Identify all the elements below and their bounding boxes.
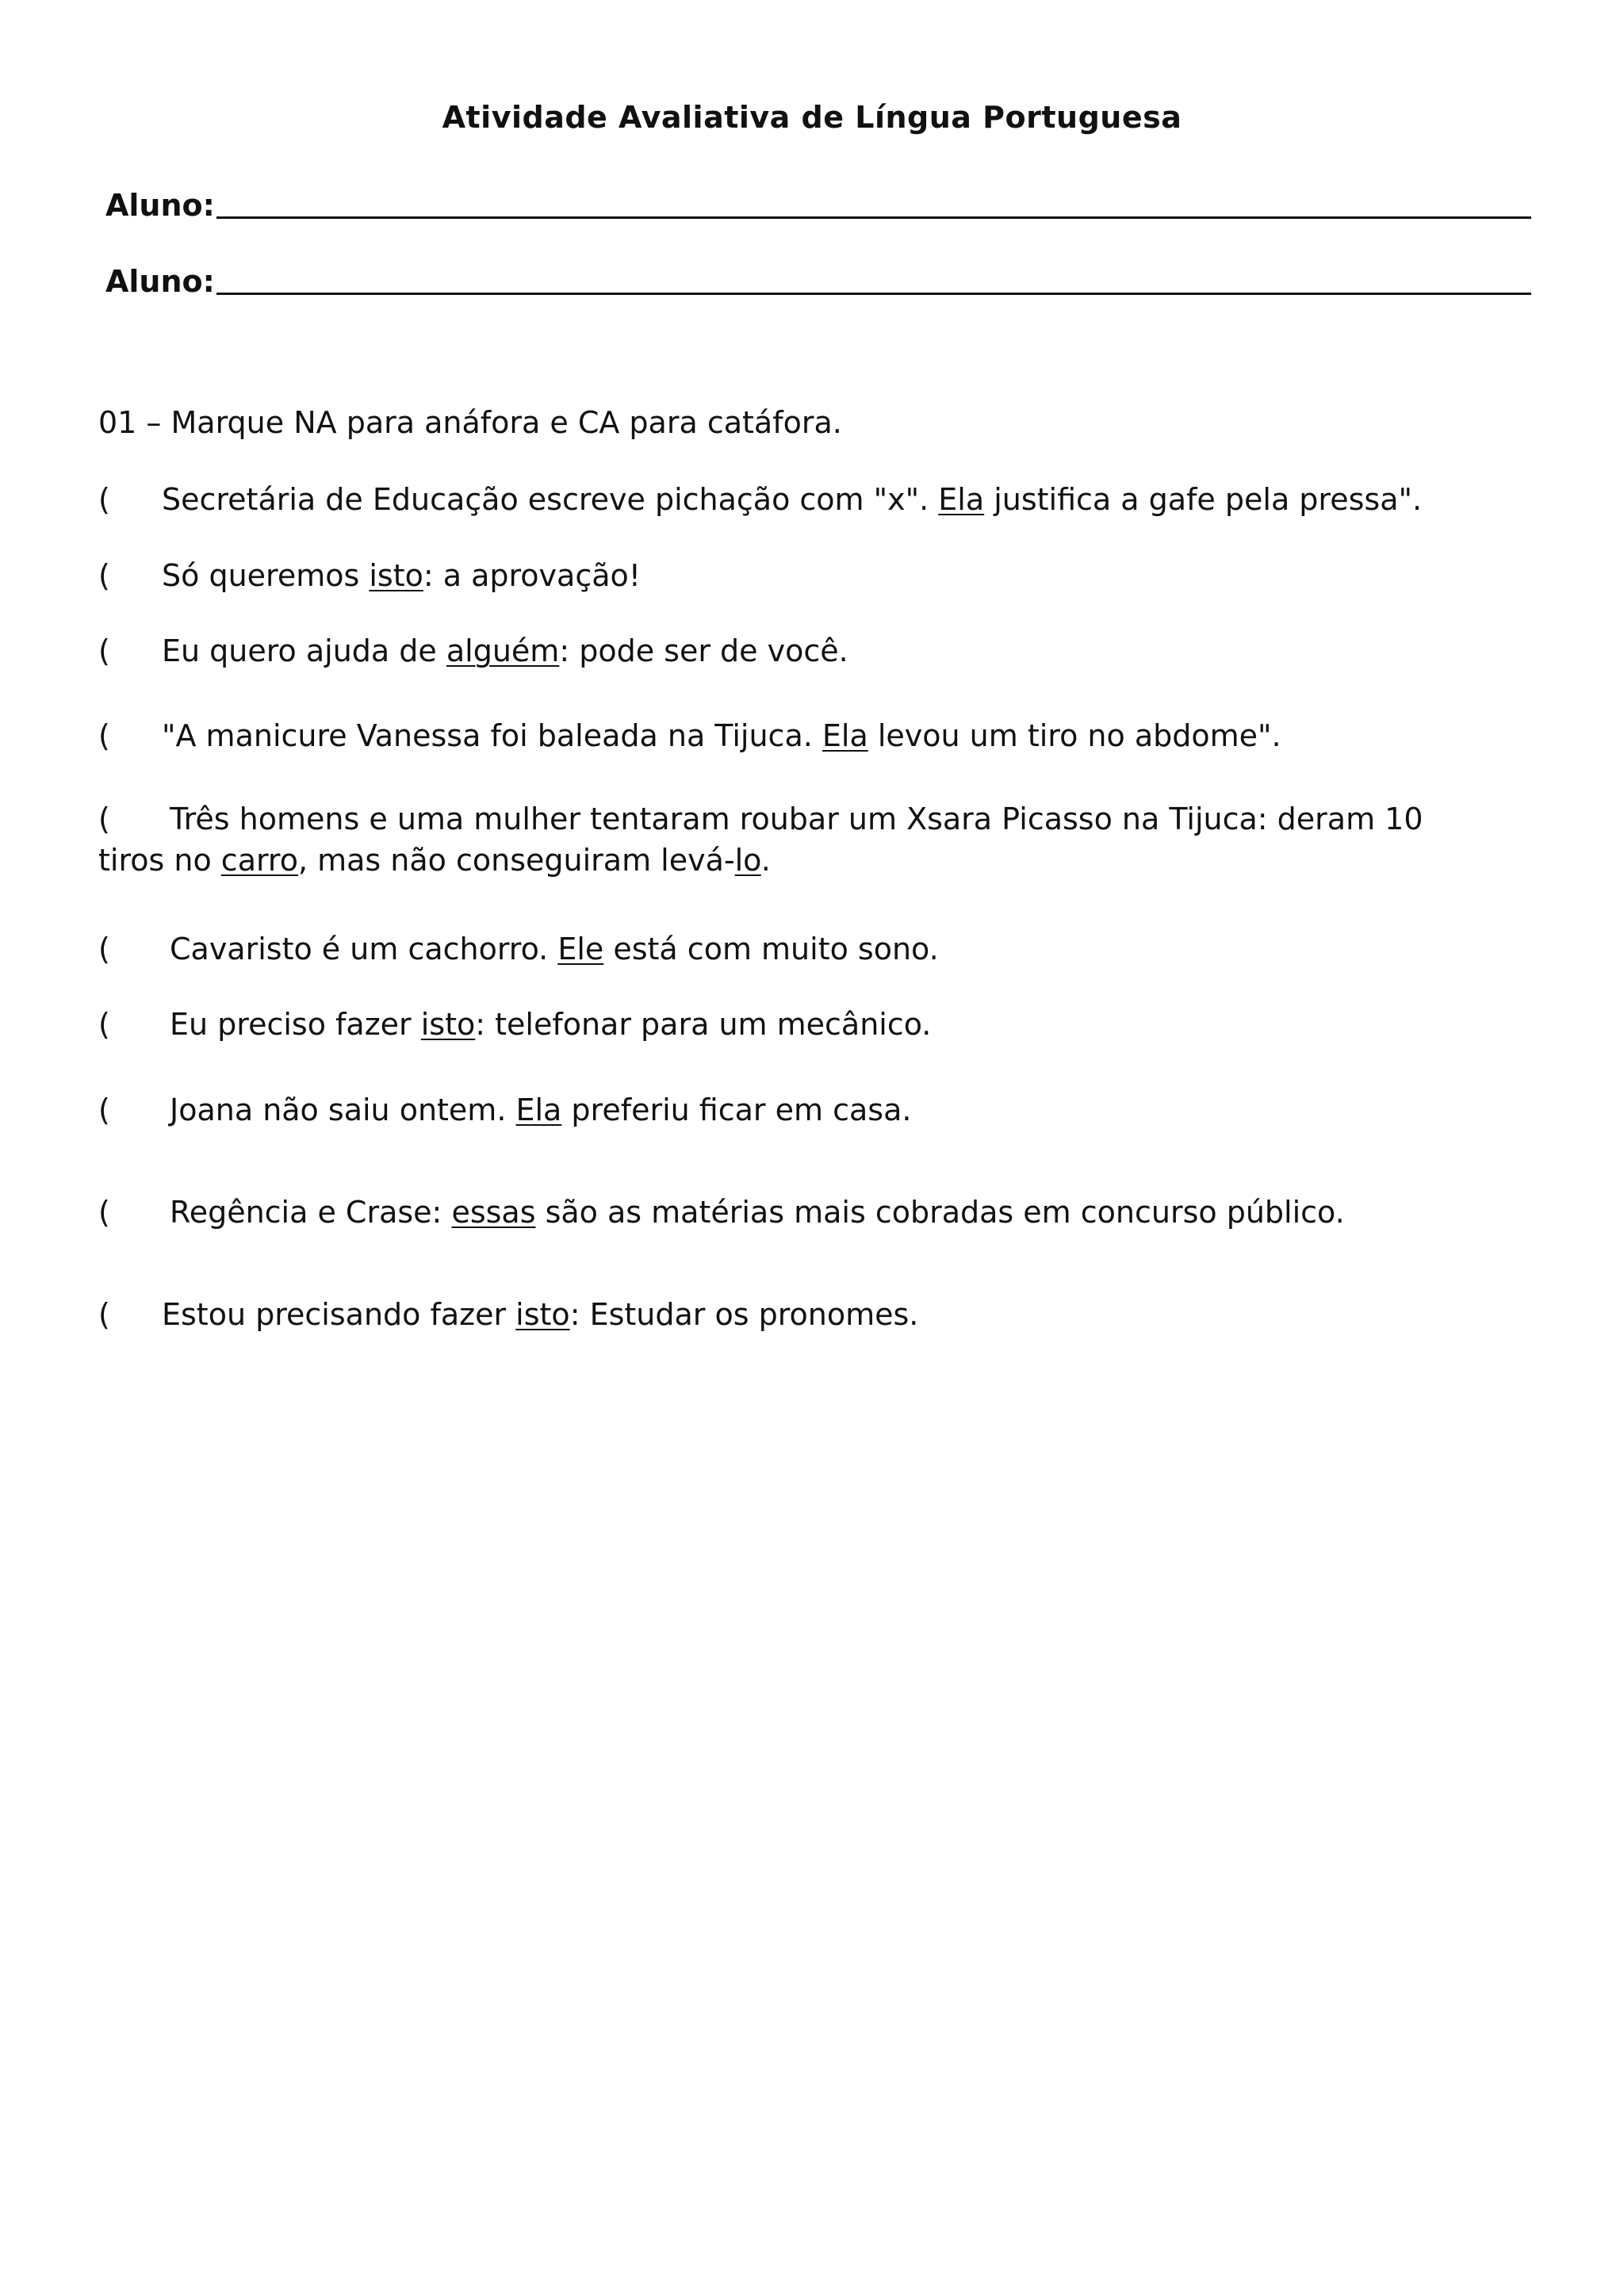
sentence-text: : a aprovação! (423, 558, 641, 593)
underlined-term: isto (369, 558, 423, 593)
list-item (98, 1192, 1526, 1233)
list-item (98, 715, 1526, 756)
list-item (98, 798, 1494, 881)
student-name-field-1[interactable] (105, 173, 1531, 223)
answer-blank[interactable]: ( (98, 932, 110, 966)
underlined-term: Ele (557, 932, 604, 966)
underlined-term: carro (220, 843, 298, 878)
answer-blank[interactable]: ( (98, 558, 110, 593)
sentence-text: Secretária de Educação escreve pichação com "x". (162, 482, 939, 517)
sentence-text: : telefonar para um mecânico. (475, 1007, 932, 1042)
sentence-text: preferiu ficar em casa. (561, 1093, 912, 1127)
sentence-text: : pode ser de você. (559, 633, 848, 668)
answer-blank[interactable]: ( (98, 1297, 110, 1332)
sentence-text: "A manicure Vanessa foi baleada na Tijuca. (162, 718, 822, 753)
answer-blank[interactable]: ( (98, 482, 110, 517)
student-name-field-2[interactable] (105, 249, 1531, 297)
list-item (98, 1294, 1526, 1335)
underlined-term: Ela (822, 718, 868, 753)
sentence-text: Três homens e uma mulher tentaram roubar um Xsara Picasso na Tijuca: deram 10 tiros no (98, 802, 1423, 878)
underlined-term: isto (515, 1297, 570, 1332)
sentence-text: são as matérias mais cobradas em concurso público. (535, 1195, 1345, 1230)
answer-blank[interactable]: ( (98, 718, 110, 753)
sentence-text: . (760, 843, 771, 878)
list-item (98, 555, 1526, 596)
answer-blank[interactable]: ( (98, 633, 110, 668)
student-label: Aluno: (105, 264, 215, 299)
list-item (98, 1004, 1526, 1045)
list-item (98, 630, 1526, 672)
answer-blank[interactable]: ( (98, 1007, 110, 1042)
underlined-term: essas (451, 1195, 536, 1230)
student-label: Aluno: (105, 188, 215, 223)
student-name-line[interactable] (216, 216, 1531, 219)
student-name-line[interactable] (216, 293, 1531, 295)
sentence-text: está com muito sono. (603, 932, 939, 966)
list-item (98, 928, 1526, 970)
sentence-text: : Estudar os pronomes. (569, 1297, 919, 1332)
sentence-text: , mas não conseguiram levá- (297, 843, 735, 878)
underlined-term: isto (420, 1007, 476, 1042)
sentence-text: justifica a gafe pela pressa". (984, 482, 1423, 517)
question-instruction: 01 – Marque NA para anáfora e CA para catáfora. (98, 405, 842, 440)
answer-blank[interactable]: ( (98, 1093, 110, 1127)
page-title: Atividade Avaliativa de Língua Portuguesa (442, 100, 1182, 135)
underlined-term: Ela (515, 1093, 562, 1127)
answer-blank[interactable]: ( (98, 1195, 110, 1230)
list-item (98, 479, 1526, 520)
sentence-text: Cavaristo é um cachorro. (170, 932, 558, 966)
sentence-text: levou um tiro no abdome". (868, 718, 1281, 753)
underlined-term: lo (734, 843, 761, 878)
sentence-text: Regência e Crase: (170, 1195, 452, 1230)
answer-blank[interactable]: ( (98, 802, 110, 836)
sentence-text: Estou precisando fazer (162, 1297, 516, 1332)
sentence-text: Eu quero ajuda de (162, 633, 446, 668)
underlined-term: alguém (446, 633, 560, 668)
sentence-text: Joana não saiu ontem. (170, 1093, 516, 1127)
list-item (98, 1089, 1526, 1131)
sentence-text: Só queremos (162, 558, 370, 593)
underlined-term: Ela (938, 482, 985, 517)
sentence-text: Eu preciso fazer (170, 1007, 421, 1042)
